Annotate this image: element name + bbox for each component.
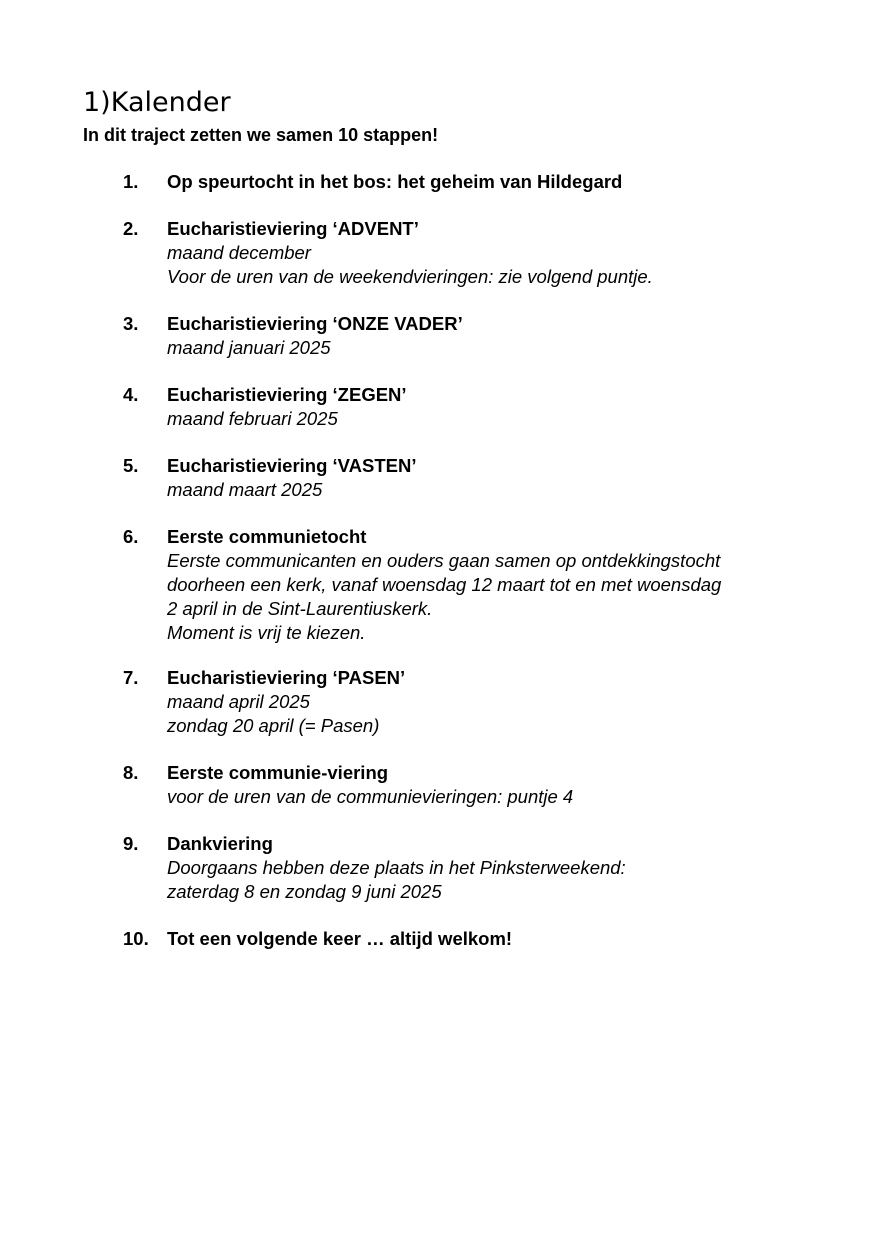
step-number: 6. bbox=[123, 526, 139, 547]
page-subtitle: In dit traject zetten we samen 10 stappen! bbox=[83, 125, 439, 145]
step-body bbox=[167, 217, 847, 289]
step-body bbox=[167, 312, 847, 360]
step-body bbox=[167, 454, 847, 502]
step-body bbox=[167, 927, 847, 951]
step-detail: maand februari 2025 bbox=[167, 408, 338, 429]
step-body bbox=[167, 525, 847, 645]
step-body bbox=[167, 761, 847, 809]
step-detail: maand april 2025 bbox=[167, 691, 310, 712]
page-title: 1)Kalender bbox=[83, 87, 231, 118]
step-title: Eerste communietocht bbox=[167, 526, 367, 547]
step-number: 8. bbox=[123, 762, 139, 783]
step-title: Tot een volgende keer … altijd welkom! bbox=[167, 928, 513, 949]
step-detail: Moment is vrij te kiezen. bbox=[167, 622, 366, 643]
step-body bbox=[167, 170, 847, 194]
step-body bbox=[167, 383, 847, 431]
step-detail: zaterdag 8 en zondag 9 juni 2025 bbox=[167, 881, 442, 902]
step-number: 1. bbox=[123, 171, 139, 192]
step-number: 4. bbox=[123, 384, 139, 405]
step-body bbox=[167, 832, 847, 904]
step-detail: Voor de uren van de weekendvieringen: zie volgend puntje. bbox=[167, 266, 653, 287]
step-title: Eerste communie-viering bbox=[167, 762, 389, 783]
step-title: Eucharistieviering ‘ADVENT’ bbox=[167, 218, 419, 239]
step-number: 10. bbox=[123, 928, 149, 949]
step-detail: doorheen een kerk, vanaf woensdag 12 maart tot en met woensdag bbox=[167, 574, 722, 595]
step-number: 7. bbox=[123, 667, 139, 688]
step-number: 3. bbox=[123, 313, 139, 334]
step-detail: zondag 20 april (= Pasen) bbox=[167, 715, 380, 736]
step-number: 5. bbox=[123, 455, 139, 476]
step-detail: Eerste communicanten en ouders gaan samen op ontdekkingstocht bbox=[167, 550, 721, 571]
step-title: Dankviering bbox=[167, 833, 273, 854]
step-detail: maand december bbox=[167, 242, 311, 263]
step-number: 2. bbox=[123, 218, 139, 239]
step-detail: maand januari 2025 bbox=[167, 337, 331, 358]
step-title: Op speurtocht in het bos: het geheim van Hildegard bbox=[167, 171, 623, 192]
step-title: Eucharistieviering ‘VASTEN’ bbox=[167, 455, 417, 476]
step-title: Eucharistieviering ‘ONZE VADER’ bbox=[167, 313, 463, 334]
step-body bbox=[167, 666, 847, 738]
step-detail: voor de uren van de communievieringen: puntje 4 bbox=[167, 786, 574, 807]
step-detail: maand maart 2025 bbox=[167, 479, 323, 500]
step-title: Eucharistieviering ‘PASEN’ bbox=[167, 667, 406, 688]
step-detail: 2 april in de Sint-Laurentiuskerk. bbox=[167, 598, 433, 619]
step-number: 9. bbox=[123, 833, 139, 854]
step-detail: Doorgaans hebben deze plaats in het Pinksterweekend: bbox=[167, 857, 626, 878]
step-title: Eucharistieviering ‘ZEGEN’ bbox=[167, 384, 407, 405]
